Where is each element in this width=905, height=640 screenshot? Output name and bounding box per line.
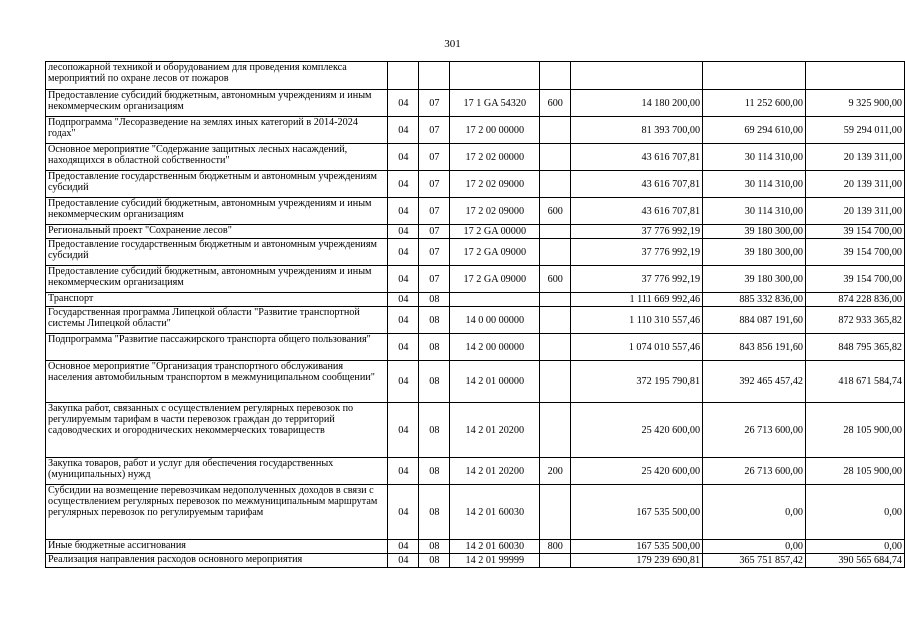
row-name: Подпрограмма "Развитие пассажирского транспорта общего пользования" [46,334,388,361]
section-code: 04 [388,239,419,266]
expense-type-code: 600 [540,90,571,117]
row-name: Предоставление государственным бюджетным и автономным учреждениям субсидий [46,239,388,266]
amount-year-1: 43 616 707,81 [571,171,703,198]
expense-type-code: 600 [540,198,571,225]
section-code: 04 [388,144,419,171]
row-name: Транспорт [46,293,388,307]
row-name: Предоставление государственным бюджетным и автономным учреждениям субсидий [46,171,388,198]
row-name: Реализация направления расходов основного мероприятия [46,554,388,568]
row-name: Региональный проект "Сохранение лесов" [46,225,388,239]
amount-year-1: 43 616 707,81 [571,198,703,225]
expense-type-code [540,239,571,266]
target-article-code: 14 0 00 00000 [450,307,540,334]
expense-type-code [540,171,571,198]
table-row [46,117,905,144]
section-code: 04 [388,334,419,361]
subsection-code: 07 [419,90,450,117]
target-article-code: 17 2 02 00000 [450,144,540,171]
amount-year-3: 20 139 311,00 [806,144,905,171]
row-name: Субсидии на возмещение перевозчикам недополученных доходов в связи с осуществлением регулярных перевозок по межмуниципальным маршрутам регулярных перевозок по регулируемым тарифам [46,485,388,540]
section-code: 04 [388,171,419,198]
amount-year-1: 43 616 707,81 [571,144,703,171]
amount-year-2: 843 856 191,60 [703,334,806,361]
section-code: 04 [388,225,419,239]
row-name: Предоставление субсидий бюджетным, автономным учреждениям и иным некоммерческим организациям [46,266,388,293]
table-row [46,554,905,568]
amount-year-1: 1 110 310 557,46 [571,307,703,334]
row-name: Государственная программа Липецкой области "Развитие транспортной системы Липецкой области" [46,307,388,334]
budget-table [45,61,905,568]
amount-year-1: 179 239 690,81 [571,554,703,568]
amount-year-2: 0,00 [703,485,806,540]
amount-year-2: 30 114 310,00 [703,171,806,198]
section-code: 04 [388,485,419,540]
target-article-code: 14 2 01 99999 [450,554,540,568]
expense-type-code [540,62,571,90]
table-row [46,90,905,117]
section-code: 04 [388,458,419,485]
amount-year-1: 1 111 669 992,46 [571,293,703,307]
table-row [46,307,905,334]
table-row [46,239,905,266]
amount-year-2: 39 180 300,00 [703,266,806,293]
amount-year-3: 59 294 011,00 [806,117,905,144]
expense-type-code: 600 [540,266,571,293]
target-article-code: 14 2 01 20200 [450,458,540,485]
page-number: 301 [444,38,461,50]
target-article-code: 14 2 01 60030 [450,485,540,540]
subsection-code: 07 [419,144,450,171]
target-article-code: 14 2 01 60030 [450,540,540,554]
subsection-code: 08 [419,307,450,334]
expense-type-code: 800 [540,540,571,554]
amount-year-1: 37 776 992,19 [571,266,703,293]
amount-year-3: 872 933 365,82 [806,307,905,334]
row-name: Иные бюджетные ассигнования [46,540,388,554]
amount-year-1: 37 776 992,19 [571,239,703,266]
subsection-code: 08 [419,403,450,458]
table-row [46,266,905,293]
table-row [46,485,905,540]
table-row [46,62,905,90]
amount-year-3: 39 154 700,00 [806,225,905,239]
amount-year-3: 28 105 900,00 [806,458,905,485]
target-article-code: 17 2 GA 09000 [450,239,540,266]
amount-year-2: 30 114 310,00 [703,144,806,171]
section-code: 04 [388,307,419,334]
target-article-code: 17 2 GA 09000 [450,266,540,293]
target-article-code: 14 2 00 00000 [450,334,540,361]
amount-year-3: 0,00 [806,540,905,554]
target-article-code: 17 2 00 00000 [450,117,540,144]
amount-year-3: 20 139 311,00 [806,198,905,225]
expense-type-code: 200 [540,458,571,485]
amount-year-2: 26 713 600,00 [703,403,806,458]
expense-type-code [540,225,571,239]
subsection-code: 07 [419,171,450,198]
section-code: 04 [388,554,419,568]
amount-year-1: 14 180 200,00 [571,90,703,117]
target-article-code: 17 2 02 09000 [450,198,540,225]
target-article-code: 14 2 01 00000 [450,361,540,403]
amount-year-2: 39 180 300,00 [703,225,806,239]
section-code: 04 [388,117,419,144]
section-code: 04 [388,198,419,225]
section-code: 04 [388,293,419,307]
table-row [46,171,905,198]
amount-year-2: 365 751 857,42 [703,554,806,568]
amount-year-2 [703,62,806,90]
table-row [46,403,905,458]
expense-type-code [540,307,571,334]
row-name: Предоставление субсидий бюджетным, автономным учреждениям и иным некоммерческим организациям [46,90,388,117]
section-code [388,62,419,90]
section-code: 04 [388,266,419,293]
amount-year-2: 39 180 300,00 [703,239,806,266]
section-code: 04 [388,361,419,403]
expense-type-code [540,403,571,458]
table-row [46,225,905,239]
amount-year-2: 11 252 600,00 [703,90,806,117]
subsection-code: 08 [419,361,450,403]
amount-year-3: 390 565 684,74 [806,554,905,568]
subsection-code: 08 [419,334,450,361]
expense-type-code [540,334,571,361]
amount-year-2: 392 465 457,42 [703,361,806,403]
expense-type-code [540,361,571,403]
target-article-code: 14 2 01 20200 [450,403,540,458]
target-article-code [450,62,540,90]
amount-year-2: 30 114 310,00 [703,198,806,225]
amount-year-2: 26 713 600,00 [703,458,806,485]
amount-year-1: 25 420 600,00 [571,403,703,458]
subsection-code: 07 [419,239,450,266]
amount-year-2: 69 294 610,00 [703,117,806,144]
subsection-code: 08 [419,485,450,540]
table-row [46,144,905,171]
row-name: Закупка товаров, работ и услуг для обеспечения государственных (муниципальных) нужд [46,458,388,485]
subsection-code: 07 [419,266,450,293]
amount-year-1 [571,62,703,90]
amount-year-3: 0,00 [806,485,905,540]
amount-year-1: 1 074 010 557,46 [571,334,703,361]
amount-year-3: 39 154 700,00 [806,239,905,266]
amount-year-1: 25 420 600,00 [571,458,703,485]
subsection-code: 08 [419,458,450,485]
amount-year-2: 884 087 191,60 [703,307,806,334]
table-row [46,458,905,485]
table-row [46,293,905,307]
row-name: лесопожарной техникой и оборудованием для проведения комплекса мероприятий по охране лесов от пожаров [46,62,388,90]
target-article-code: 17 1 GA 54320 [450,90,540,117]
amount-year-3: 39 154 700,00 [806,266,905,293]
row-name: Основное мероприятие "Организация транспортного обслуживания населения автомобильным транспортом в межмуниципальном сообщении" [46,361,388,403]
subsection-code: 07 [419,225,450,239]
table-row [46,361,905,403]
expense-type-code [540,117,571,144]
amount-year-3 [806,62,905,90]
row-name: Подпрограмма "Лесоразведение на землях иных категорий в 2014-2024 годах" [46,117,388,144]
table-row [46,334,905,361]
amount-year-1: 81 393 700,00 [571,117,703,144]
subsection-code: 07 [419,198,450,225]
expense-type-code [540,485,571,540]
row-name: Предоставление субсидий бюджетным, автономным учреждениям и иным некоммерческим организациям [46,198,388,225]
amount-year-3: 848 795 365,82 [806,334,905,361]
amount-year-3: 20 139 311,00 [806,171,905,198]
amount-year-1: 167 535 500,00 [571,540,703,554]
amount-year-3: 874 228 836,00 [806,293,905,307]
row-name: Основное мероприятие "Содержание защитных лесных насаждений, находящихся в областной собственности" [46,144,388,171]
row-name: Закупка работ, связанных с осуществлением регулярных перевозок по регулируемым тарифам в части перевозок граждан до территорий садоводческих и огороднических некоммерческих товариществ [46,403,388,458]
amount-year-1: 37 776 992,19 [571,225,703,239]
subsection-code [419,62,450,90]
target-article-code [450,293,540,307]
amount-year-1: 167 535 500,00 [571,485,703,540]
amount-year-2: 885 332 836,00 [703,293,806,307]
amount-year-3: 9 325 900,00 [806,90,905,117]
amount-year-1: 372 195 790,81 [571,361,703,403]
table-row [46,198,905,225]
expense-type-code [540,293,571,307]
section-code: 04 [388,403,419,458]
target-article-code: 17 2 GA 00000 [450,225,540,239]
amount-year-2: 0,00 [703,540,806,554]
expense-type-code [540,554,571,568]
subsection-code: 08 [419,540,450,554]
section-code: 04 [388,90,419,117]
target-article-code: 17 2 02 09000 [450,171,540,198]
subsection-code: 08 [419,293,450,307]
subsection-code: 08 [419,554,450,568]
amount-year-3: 418 671 584,74 [806,361,905,403]
expense-type-code [540,144,571,171]
section-code: 04 [388,540,419,554]
amount-year-3: 28 105 900,00 [806,403,905,458]
table-row [46,540,905,554]
subsection-code: 07 [419,117,450,144]
